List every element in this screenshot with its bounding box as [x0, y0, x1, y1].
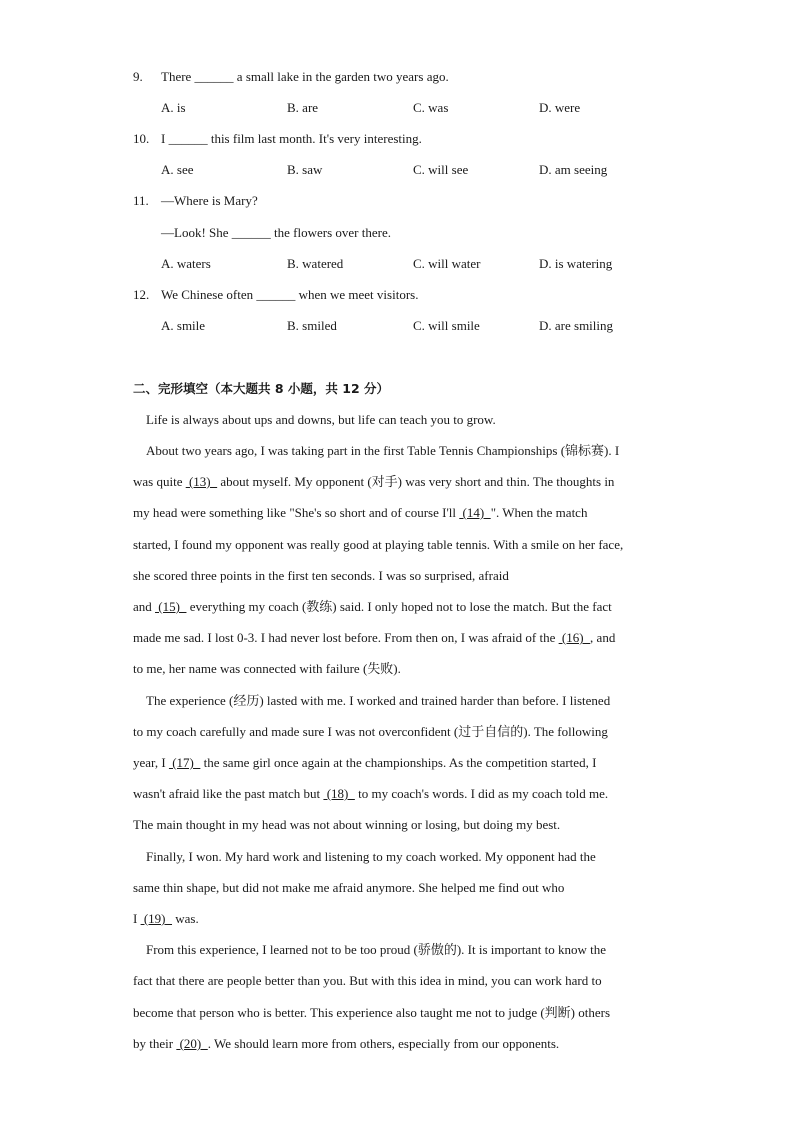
passage-line	[133, 724, 608, 740]
passage-line	[133, 755, 596, 771]
question-number: 9.	[133, 69, 143, 84]
cloze-blank[interactable]: (16)	[558, 630, 591, 645]
passage-text: The experience (经历) lasted with me. I worked and trained harder than before. I listened	[146, 693, 611, 708]
option-b[interactable]: B. smiled	[287, 318, 337, 333]
cloze-blank[interactable]: (19)	[140, 911, 173, 926]
cloze-blank[interactable]: (13)	[185, 474, 218, 489]
passage-line	[133, 505, 587, 521]
passage-text: made me sad. I lost 0-3. I had never lost before. From then on, I was afraid of the	[133, 630, 559, 645]
passage-text: was quite	[133, 474, 186, 489]
passage-text: fact that there are people better than you. But with this idea in mind, you can work hard to	[133, 973, 602, 988]
question-number: 10.	[133, 131, 150, 146]
option-a[interactable]: A. see	[161, 162, 194, 177]
passage-line	[133, 786, 608, 802]
passage-text: to my coach's words. I did as my coach told me.	[354, 786, 609, 801]
question-number: 11.	[133, 193, 149, 208]
passage-text: become that person who is better. This experience also taught me not to judge (判断) others	[133, 1005, 611, 1020]
passage-line	[146, 412, 496, 428]
cloze-blank[interactable]: (20)	[176, 1036, 208, 1051]
option-a[interactable]: A. is	[161, 100, 186, 115]
passage-line	[133, 1005, 610, 1021]
passage-text: by their	[133, 1036, 177, 1051]
passage-text: Life is always about ups and downs, but life can teach you to grow.	[146, 412, 496, 427]
passage-text: my head were something like "She's so short and of course I'll	[133, 505, 460, 520]
passage-line	[133, 630, 615, 646]
option-d[interactable]: D. are smiling	[539, 318, 614, 333]
passage-text: About two years ago, I was taking part in the first Table Tennis Championships (锦标赛). I	[146, 443, 620, 458]
passage-line	[146, 942, 606, 958]
passage-line	[133, 537, 623, 553]
passage-line	[133, 1036, 559, 1052]
passage-line	[146, 443, 619, 459]
passage-line	[133, 973, 602, 989]
option-c[interactable]: C. will water	[413, 256, 481, 271]
passage-text: . We should learn more from others, especially from our opponents.	[207, 1036, 560, 1051]
option-c[interactable]: C. was	[413, 100, 449, 115]
question-number: 12.	[133, 287, 150, 302]
question-stem: There ______ a small lake in the garden two years ago.	[161, 69, 449, 84]
passage-text: From this experience, I learned not to be too proud (骄傲的). It is important to know the	[146, 942, 606, 957]
question-stem: —Look! She ______ the flowers over there.	[161, 225, 391, 240]
passage-text: to my coach carefully and made sure I was not overconfident (过于自信的). The following	[133, 724, 608, 739]
section-title: 二、完形填空（本大题共 8 小题，共 12 分）	[133, 381, 390, 396]
passage-text: same thin shape, but did not make me afraid anymore. She helped me find out who	[133, 880, 565, 895]
option-c[interactable]: C. will see	[413, 162, 469, 177]
passage-text: started, I found my opponent was really good at playing table tennis. With a smile on her face,	[133, 537, 624, 552]
passage-text: about myself. My opponent (对手) was very short and thin. The thoughts in	[217, 474, 615, 489]
option-d[interactable]: D. is watering	[539, 256, 613, 271]
passage-line	[133, 817, 560, 833]
option-a[interactable]: A. waters	[161, 256, 211, 271]
option-c[interactable]: C. will smile	[413, 318, 480, 333]
option-b[interactable]: B. are	[287, 100, 319, 115]
passage-text: everything my coach (教练) said. I only hoped not to lose the match. But the fact	[186, 599, 612, 614]
passage-text: Finally, I won. My hard work and listening to my coach worked. My opponent had the	[146, 849, 596, 864]
passage-line	[133, 474, 614, 490]
option-a[interactable]: A. smile	[161, 318, 206, 333]
cloze-blank[interactable]: (18)	[323, 786, 355, 801]
passage-text: year, I	[133, 755, 169, 770]
passage-text: she scored three points in the first ten seconds. I was so surprised, afraid	[133, 568, 509, 583]
passage-text: , and	[590, 630, 616, 645]
option-d[interactable]: D. were	[539, 100, 581, 115]
passage-text: and	[133, 599, 156, 614]
cloze-blank[interactable]: (15)	[155, 599, 187, 614]
passage-text: the same girl once again at the championships. As the competition started, I	[200, 755, 597, 770]
passage-line	[133, 661, 401, 677]
passage-text: was.	[172, 911, 199, 926]
passage-line	[146, 693, 610, 709]
passage-line	[133, 599, 612, 615]
passage-text: ". When the match	[490, 505, 588, 520]
passage-line	[146, 849, 596, 865]
cloze-blank[interactable]: (14)	[459, 505, 491, 520]
option-d[interactable]: D. am seeing	[539, 162, 608, 177]
passage-text: I	[133, 911, 141, 926]
passage-text: The main thought in my head was not about winning or losing, but doing my best.	[133, 817, 561, 832]
question-stem: We Chinese often ______ when we meet visitors.	[161, 287, 419, 302]
passage-text: to me, her name was connected with failure (失败).	[133, 661, 401, 676]
passage-text: wasn't afraid like the past match but	[133, 786, 324, 801]
passage-line	[133, 880, 564, 896]
passage-line	[133, 568, 509, 584]
cloze-blank[interactable]: (17)	[168, 755, 201, 770]
question-stem: I ______ this film last month. It's very interesting.	[161, 131, 422, 146]
option-b[interactable]: B. saw	[287, 162, 323, 177]
question-stem: —Where is Mary?	[161, 193, 258, 208]
option-b[interactable]: B. watered	[287, 256, 344, 271]
passage-line	[133, 911, 199, 927]
